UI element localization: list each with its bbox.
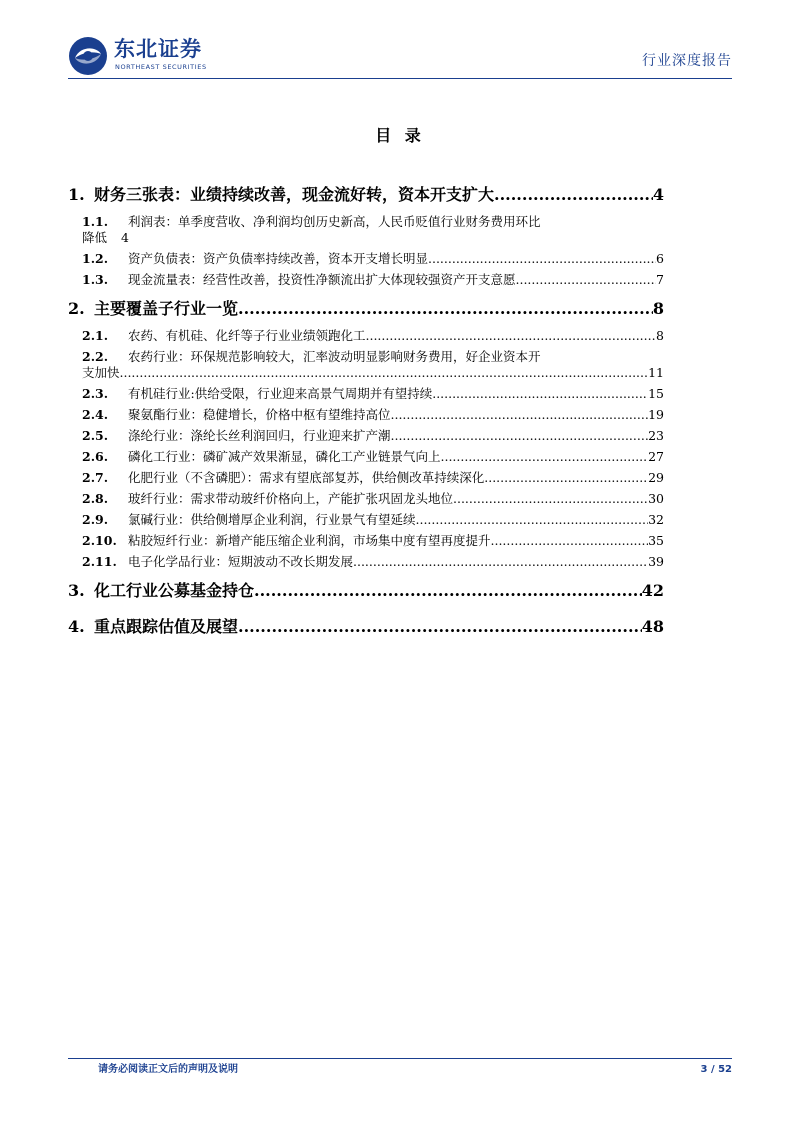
footer-divider [68,1058,732,1059]
toc-subsection-number: 2.7. [82,470,109,485]
toc-page-number: 23 [648,428,664,443]
toc-page-number: 32 [648,512,664,527]
toc-subsection-number: 2.3. [82,386,109,401]
toc-leader-dots [491,533,649,549]
toc-page-number: 8 [656,328,664,343]
toc-page-number: 30 [648,491,664,506]
toc-section-2[interactable] [68,298,664,320]
footer-page-indicator: 3 / 52 [700,1064,732,1075]
toc-subsection-number: 2.2. [82,349,109,364]
toc-leader-dots [391,428,649,444]
toc-subsection-2-3[interactable] [68,386,664,402]
toc-subsection-2-6[interactable] [68,449,664,465]
toc-section-title: 化工行业公募基金持仓 [94,581,255,600]
toc-leader-dots [366,328,657,344]
header-divider [68,78,732,79]
toc-subsection-number: 2.5. [82,428,109,443]
toc-section-number: 3. [68,581,85,600]
toc-subsection-2-4[interactable] [68,407,664,423]
northeast-securities-logo-icon [68,36,108,76]
toc-page-number: 6 [656,251,664,266]
toc-page-number: 4 [121,230,129,245]
toc-page-number: 29 [648,470,664,485]
toc-page-number: 42 [641,581,664,600]
toc-subsection-number: 2.10. [82,533,117,548]
toc-section-3[interactable] [68,580,664,602]
toc-subsection-number: 1.1. [82,214,109,229]
toc-subsection-1-3[interactable] [68,272,664,288]
toc-section-number: 2. [68,299,85,318]
toc-leader-dots [120,365,649,381]
toc-subsection-title: 粘胶短纤行业：新增产能压缩企业利润，市场集中度有望再度提升 [128,533,491,548]
toc-subsection-number: 2.1. [82,328,109,343]
toc-page-number: 48 [641,617,664,636]
toc-subsection-title: 资产负债表：资产负债率持续改善，资本开支增长明显 [128,251,429,266]
toc-section-title: 重点跟踪估值及展望 [94,617,239,636]
toc-section-number: 1. [68,185,85,204]
toc-subsection-title-continued: 降低 [82,230,108,245]
toc-title: 目 录 [375,126,425,145]
toc-subsection-title: 农药、有机硅、化纤等子行业业绩领跑化工 [128,328,366,343]
logo-chinese-name: 东北证券 [114,37,202,61]
toc-section-title: 主要覆盖子行业一览 [94,299,239,318]
toc-leader-dots [441,449,649,465]
toc-subsection-title: 聚氨酯行业：稳健增长，价格中枢有望维持高位 [128,407,391,422]
toc-leader-dots [391,407,649,423]
toc-subsection-2-1[interactable] [68,328,664,344]
toc-subsection-title: 有机硅行业:供给受限，行业迎来高景气周期并有望持续 [128,386,433,401]
toc-leader-dots [484,470,648,486]
toc-leader-dots [516,272,657,288]
toc-page-number: 35 [648,533,664,548]
toc-page-number: 11 [648,365,664,380]
toc-subsection-2-2[interactable] [68,349,664,381]
toc-subsection-number: 2.6. [82,449,109,464]
toc-subsection-2-8[interactable] [68,491,664,507]
toc-subsection-title: 化肥行业（不含磷肥）：需求有望底部复苏，供给侧改革持续深化 [128,470,485,485]
toc-subsection-number: 2.4. [82,407,109,422]
toc-subsection-2-7[interactable] [68,470,664,486]
toc-leader-dots [494,184,653,206]
toc-subsection-number: 1.2. [82,251,109,266]
toc-subsection-title: 氯碱行业：供给侧增厚企业利润，行业景气有望延续 [128,512,416,527]
toc-leader-dots [432,386,648,402]
toc-subsection-title: 现金流量表：经营性改善，投资性净额流出扩大体现较强资产开支意愿 [128,272,516,287]
toc-leader-dots [238,298,653,320]
toc-subsection-title-continued: 支加快 [82,365,120,380]
table-of-contents [68,184,664,638]
toc-leader-dots [238,616,642,638]
toc-page-number: 15 [648,386,664,401]
toc-leader-dots [453,491,648,507]
toc-leader-dots [353,554,648,570]
toc-subsection-number: 1.3. [82,272,109,287]
toc-subsection-title: 电子化学品行业：短期波动不改长期发展 [128,554,354,569]
toc-subsection-2-9[interactable] [68,512,664,528]
toc-leader-dots [428,251,656,267]
toc-page-number: 7 [656,272,664,287]
toc-subsection-1-2[interactable] [68,251,664,267]
toc-subsection-title: 农药行业：环保规范影响较大，汇率波动明显影响财务费用，好企业资本开 [128,349,541,364]
toc-section-number: 4. [68,617,85,636]
toc-subsection-title: 磷化工行业：磷矿减产效果渐显，磷化工产业链景气向上 [128,449,441,464]
logo-english-name: NORTHEAST SECURITIES [115,63,207,71]
toc-subsection-number: 2.11. [82,554,117,569]
toc-subsection-1-1[interactable] [68,214,664,246]
toc-section-4[interactable] [68,616,664,638]
toc-leader-dots [254,580,642,602]
toc-subsection-2-11[interactable] [68,554,664,570]
footer-disclaimer: 请务必阅读正文后的声明及说明 [98,1064,238,1075]
toc-subsection-title: 利润表：单季度营收、净利润均创历史新高，人民币贬值行业财务费用环比 [128,214,541,229]
toc-subsection-number: 2.8. [82,491,109,506]
toc-subsection-2-10[interactable] [68,533,664,549]
toc-page-number: 27 [648,449,664,464]
toc-page-number: 19 [648,407,664,422]
page-header [68,30,732,78]
toc-leader-dots [416,512,649,528]
company-logo [68,36,258,76]
report-type-label: 行业深度报告 [642,53,732,69]
toc-subsection-title: 涤纶行业：涤纶长丝利润回归，行业迎来扩产潮 [128,428,391,443]
toc-subsection-2-5[interactable] [68,428,664,444]
toc-page-number: 39 [648,554,664,569]
toc-page-number: 4 [652,185,664,204]
toc-section-title: 财务三张表：业绩持续改善，现金流好转，资本开支扩大 [94,185,495,204]
toc-subsection-title: 玻纤行业：需求带动玻纤价格向上，产能扩张巩固龙头地位 [128,491,454,506]
toc-subsection-number: 2.9. [82,512,109,527]
toc-page-number: 8 [652,299,664,318]
toc-section-1[interactable] [68,184,664,206]
